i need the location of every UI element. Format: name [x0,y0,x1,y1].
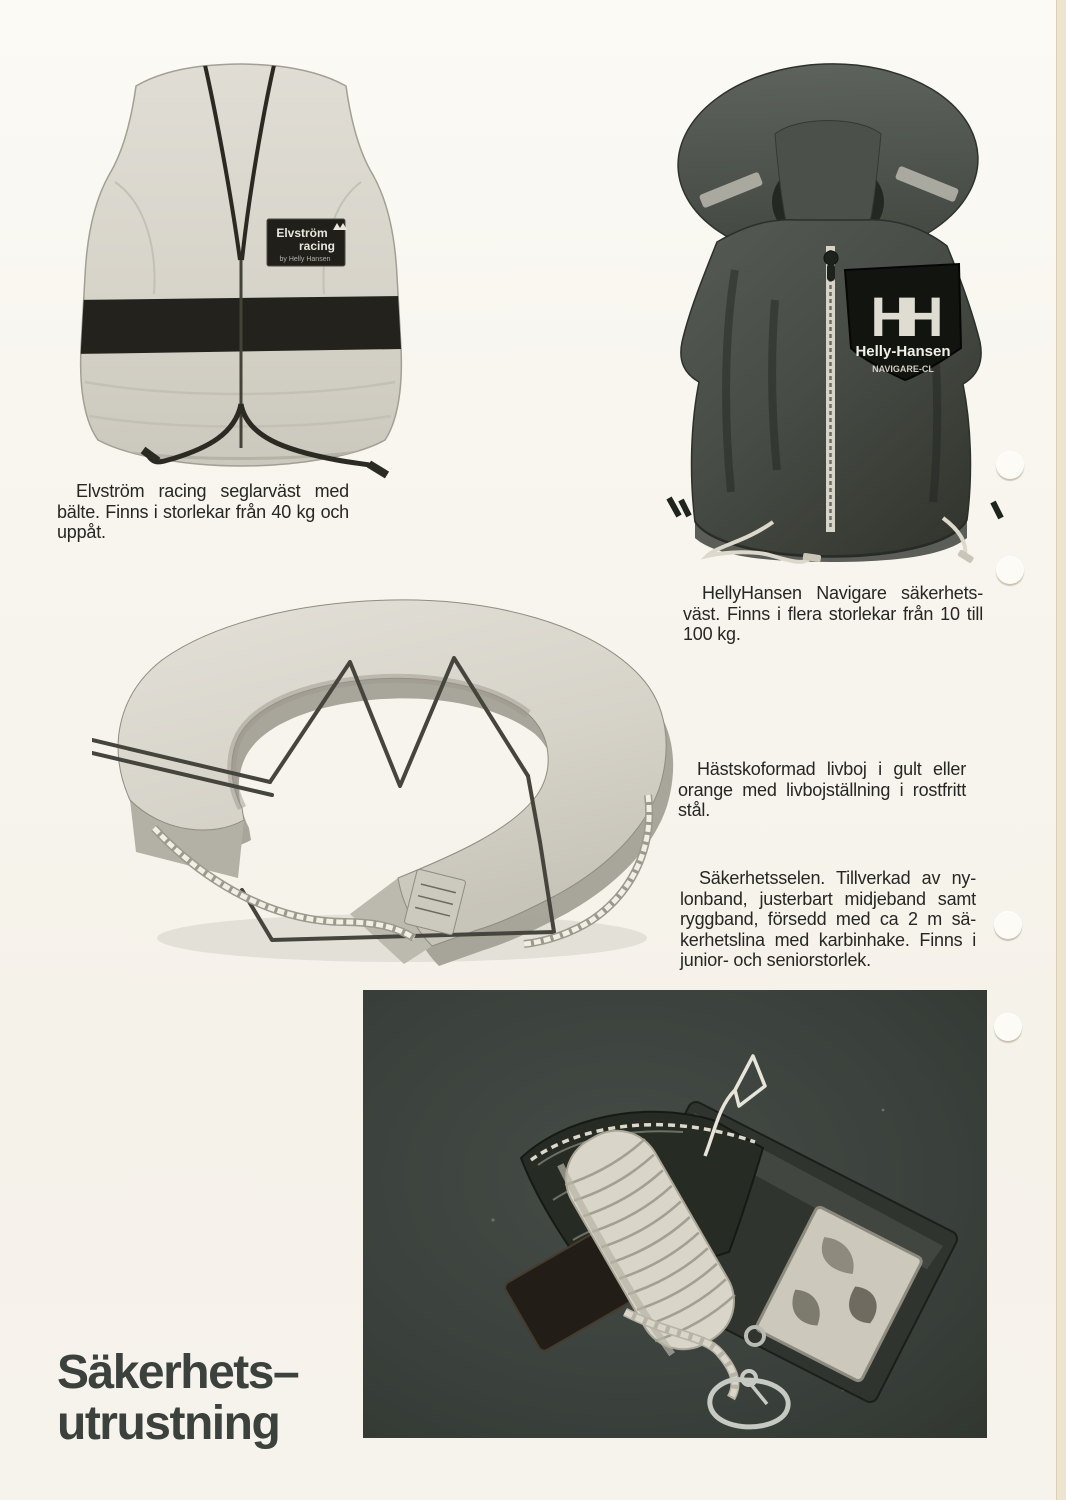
page-edge [1056,0,1066,1500]
caption-line: Hästskoformad livboj i gult eller [697,759,966,779]
label-brand-text: Elvström [276,226,328,240]
punch-hole [996,451,1024,479]
badge-model-text: NAVIGARE-CL [872,364,934,374]
page-title-line2: utrustning [57,1397,280,1450]
zipper-pull [824,251,838,265]
caption-line: 100 kg. [683,624,741,644]
caption-line: uppåt. [57,522,106,542]
caption-safety-harness [680,868,976,971]
helly-hansen-vest-photo [645,50,1015,575]
safety-harness-illustration [363,990,987,1438]
caption-line: väst. Finns i flera storlekar från 10 till [683,603,983,624]
caption-line: kerhetslina med karbinhake. Finns i [680,929,976,950]
vest-belt-band [75,296,402,354]
elvstrom-racing-label [267,219,347,266]
elvstrom-vest-photo [55,52,420,482]
caption-helly-hansen-vest [683,583,983,645]
safety-harness-photo [363,990,987,1438]
caption-line: junior- och seniorstorlek. [680,950,871,970]
caption-line: lonband, justerbart midjeband samt [680,888,976,909]
badge-brand-text: Helly-Hansen [855,343,951,360]
elvstrom-vest-illustration [55,52,420,482]
punch-hole [994,911,1022,939]
caption-line: HellyHansen Navigare säkerhets- [702,583,983,603]
label-model-text: racing [298,239,336,253]
label-maker-text: by Helly Hansen [279,256,331,263]
lifebuoy-illustration [92,590,677,968]
helly-hansen-vest-illustration [645,50,1015,575]
caption-lifebuoy [678,759,966,821]
punch-hole [996,556,1024,584]
lifebuoy-photo [92,590,677,968]
punch-hole [994,1013,1022,1041]
caption-line: bälte. Finns i storlekar från 40 kg och [57,501,349,522]
caption-line: ryggband, försedd med ca 2 m sä- [680,909,976,929]
page-title [57,1347,298,1449]
caption-line: stål. [678,800,711,820]
caption-elvstrom-vest [57,481,349,543]
hh-logo: HH [870,285,936,348]
caption-line: Elvström racing seglarväst med [76,481,349,501]
caption-line: Säkerhetsselen. Tillverkad av ny- [699,868,976,888]
caption-line: orange med livbojställning i rostfritt [678,779,966,800]
page-title-line1: Säkerhets– [57,1346,299,1399]
